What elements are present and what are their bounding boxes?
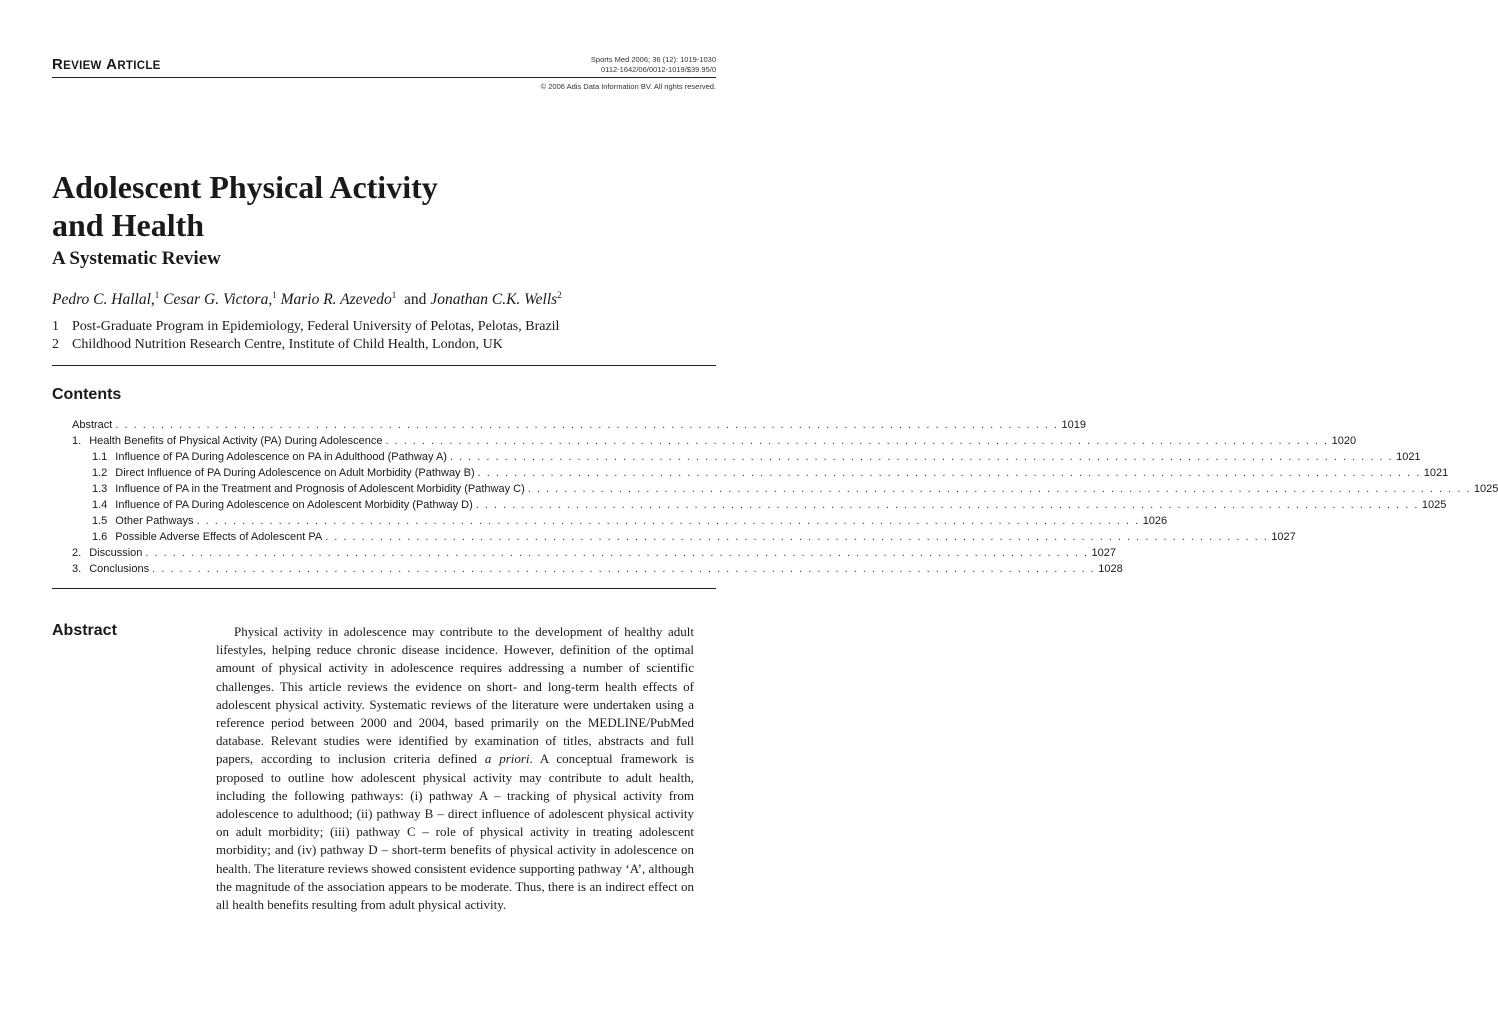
title-line: Adolescent Physical Activity (52, 169, 438, 205)
toc-entry-title: Discussion (89, 547, 143, 559)
affiliation-number: 1 (52, 319, 59, 334)
toc-entry[interactable] (72, 529, 1296, 545)
toc-entry-page: 1025 (1421, 499, 1447, 511)
title-line: and Health (52, 207, 205, 243)
toc-entry-number: 1.3 (92, 483, 108, 495)
author-list (52, 290, 562, 309)
contents-divider (52, 588, 716, 589)
affiliation-text: Post-Graduate Program in Epidemiology, Federal University of Pelotas, Pelotas, Brazil (72, 319, 560, 334)
toc-entry-page: 1026 (1142, 515, 1168, 527)
affiliation-divider (52, 365, 716, 366)
toc-entry-label (92, 449, 447, 465)
toc-entry-label (72, 561, 149, 577)
toc-entry-page: 1027 (1271, 531, 1296, 543)
toc-leader-dots: . . . . . . . . . . . . . . . . . . . . . . . . . . . . . . . . . . . . . . . . . . . . . . . . . . . . . . . . . . . . . . . . . . . . . . . . . . . . . . . . . . . . . . . . . . . . . . . . . . . . . . . . (145, 547, 1089, 559)
toc-entry-title: Conclusions (89, 563, 150, 575)
toc-entry-number: 1.4 (92, 499, 108, 511)
toc-leader-dots: . . . . . . . . . . . . . . . . . . . . . . . . . . . . . . . . . . . . . . . . . . . . . . . . . . . . . . . . . . . . . . . . . . . . . . . . . . . . . . . . . . . . . . . . . . . . . . . . . . . . . . . . (527, 483, 1471, 495)
toc-entry-title: Possible Adverse Effects of Adolescent PA (115, 531, 323, 543)
toc-entry-title: Health Benefits of Physical Activity (PA) During Adolescence (89, 435, 383, 447)
toc-entry-number: 1.2 (92, 467, 108, 479)
author-name: Cesar G. Victora, (163, 291, 273, 309)
toc-entry-label (72, 545, 142, 561)
section-label (52, 56, 161, 73)
header-divider (52, 77, 716, 78)
toc-leader-dots: . . . . . . . . . . . . . . . . . . . . . . . . . . . . . . . . . . . . . . . . . . . . . . . . . . . . . . . . . . . . . . . . . . . . . . . . . . . . . . . . . . . . . . . . . . . . . . . . . . . . . . . . (152, 563, 1096, 575)
author-name: Jonathan C.K. Wells (430, 291, 558, 309)
table-of-contents (72, 417, 1498, 577)
affiliation-number: 2 (52, 337, 59, 352)
toc-entry-page: 1027 (1091, 547, 1116, 559)
author-name: Mario R. Azevedo (280, 291, 392, 309)
toc-entry-title: Influence of PA During Adolescence on PA in Adulthood (Pathway A) (115, 451, 447, 463)
toc-entry[interactable] (72, 481, 1498, 497)
toc-entry-page: 1021 (1396, 451, 1421, 463)
toc-entry-title: Direct Influence of PA During Adolescence on Adult Morbidity (Pathway B) (115, 467, 475, 479)
toc-entry-title: Abstract (72, 419, 113, 431)
toc-entry-label (92, 465, 475, 481)
toc-leader-dots: . . . . . . . . . . . . . . . . . . . . . . . . . . . . . . . . . . . . . . . . . . . . . . . . . . . . . . . . . . . . . . . . . . . . . . . . . . . . . . . . . . . . . . . . . . . . . . . . . . . . . . . . (449, 451, 1394, 463)
toc-entry-label (92, 481, 525, 497)
author-name: Pedro C. Hallal, (52, 291, 155, 309)
toc-entry-page: 1025 (1473, 483, 1498, 495)
contents-heading: Contents (52, 386, 122, 403)
abstract-body: Physical activity in adolescence may contribute to the development of healthy adult lifestyles, helping reduce chronic disease incidence. However, definition of the optimal amount of physical activity in adolescence requires addressing a number of scientific challenges. This article reviews the evidence on short- and long-term health effects of adolescent physical activity. Systematic reviews of the literature were undertaken using a reference period between 2000 and 2004, based primarily on the MEDLINE/PubMed database. Relevant studies were identified by examination of titles, abstracts and full papers, according to inclusion criteria defined a priori. A conceptual framework is proposed to outline how adolescent physical activity may contribute to adult health, including the following pathways: (i) pathway A – tracking of physical activity from adolescence to adulthood; (ii) pathway B – direct influence of adolescent physical activity on adult morbidity; (iii) pathway C – role of physical activity in treating adolescent morbidity; and (iv) pathway D – short-term benefits of physical activity in adolescence on health. The literature reviews showed consistent evidence supporting pathway ‘A’, although the magnitude of the association appears to be moderate. Thus, there is an indirect effect on all health benefits resulting from adult physical activity. (216, 624, 694, 913)
toc-leader-dots: . . . . . . . . . . . . . . . . . . . . . . . . . . . . . . . . . . . . . . . . . . . . . . . . . . . . . . . . . . . . . . . . . . . . . . . . . . . . . . . . . . . . . . . . . . . . . . . . . . . . . . . . (196, 515, 1140, 527)
toc-entry[interactable] (72, 497, 1447, 513)
abstract-heading: Abstract (52, 622, 117, 639)
affiliation (52, 337, 503, 353)
citation-block (591, 55, 716, 74)
toc-entry[interactable] (72, 561, 1123, 577)
toc-entry-title: Other Pathways (115, 515, 194, 527)
toc-entry-label (72, 433, 382, 449)
toc-entry[interactable] (72, 449, 1421, 465)
affiliation (52, 319, 559, 335)
article-title (52, 168, 438, 244)
toc-entry-page: 1019 (1061, 419, 1086, 431)
toc-entry-number: 3. (72, 563, 82, 575)
toc-entry-page: 1020 (1331, 435, 1357, 447)
article-subtitle: A Systematic Review (52, 248, 221, 269)
author-conjunction: and (404, 291, 427, 309)
citation-line: Sports Med 2006; 36 (12): 1019-1030 (590, 55, 716, 64)
toc-entry-label (92, 513, 194, 529)
section-label-initial-a: A (106, 56, 118, 73)
toc-leader-dots: . . . . . . . . . . . . . . . . . . . . . . . . . . . . . . . . . . . . . . . . . . . . . . . . . . . . . . . . . . . . . . . . . . . . . . . . . . . . . . . . . . . . . . . . . . . . . . . . . . . . . . . . (385, 435, 1329, 447)
toc-entry[interactable] (72, 417, 1086, 433)
affiliation-text: Childhood Nutrition Research Centre, Institute of Child Health, London, UK (72, 337, 503, 352)
toc-entry-page: 1021 (1423, 467, 1449, 479)
toc-entry-title: Influence of PA in the Treatment and Prognosis of Adolescent Morbidity (Pathway C) (115, 483, 525, 495)
toc-entry-page: 1028 (1098, 563, 1123, 575)
section-label-rest-rticle: RTICLE (117, 60, 161, 72)
toc-leader-dots: . . . . . . . . . . . . . . . . . . . . . . . . . . . . . . . . . . . . . . . . . . . . . . . . . . . . . . . . . . . . . . . . . . . . . . . . . . . . . . . . . . . . . . . . . . . . . . . . . . . . . . . . (477, 467, 1421, 479)
toc-leader-dots: . . . . . . . . . . . . . . . . . . . . . . . . . . . . . . . . . . . . . . . . . . . . . . . . . . . . . . . . . . . . . . . . . . . . . . . . . . . . . . . . . . . . . . . . . . . . . . . . . . . . . . . . (325, 531, 1269, 543)
toc-entry-number: 1. (72, 435, 82, 447)
toc-entry[interactable] (72, 513, 1168, 529)
author-affiliation-mark: 1 (154, 290, 160, 300)
copyright-notice: © 2006 Adis Data Information BV. All rights reserved. (540, 82, 716, 91)
toc-entry-number: 2. (72, 547, 82, 559)
toc-leader-dots: . . . . . . . . . . . . . . . . . . . . . . . . . . . . . . . . . . . . . . . . . . . . . . . . . . . . . . . . . . . . . . . . . . . . . . . . . . . . . . . . . . . . . . . . . . . . . . . . . . . . . . . . (475, 499, 1419, 511)
toc-entry[interactable] (72, 433, 1357, 449)
toc-entry-number: 1.6 (92, 531, 108, 543)
toc-entry[interactable] (72, 545, 1116, 561)
author-affiliation-mark: 1 (272, 290, 277, 300)
toc-entry-title: Influence of PA During Adolescence on Adolescent Morbidity (Pathway D) (115, 499, 473, 511)
toc-entry[interactable] (72, 465, 1449, 481)
author-affiliation-mark: 2 (557, 290, 562, 300)
toc-entry-label (92, 529, 322, 545)
citation-line: 0112-1642/06/0012-1019/$39.95/0 (601, 64, 716, 74)
section-label-initial-r: R (52, 56, 64, 73)
toc-entry-number: 1.1 (92, 451, 108, 463)
toc-leader-dots: . . . . . . . . . . . . . . . . . . . . . . . . . . . . . . . . . . . . . . . . . . . . . . . . . . . . . . . . . . . . . . . . . . . . . . . . . . . . . . . . . . . . . . . . . . . . . . . . . . . . . . . . (115, 419, 1059, 431)
section-label-rest-eview: EVIEW (63, 60, 102, 72)
author-affiliation-mark: 1 (391, 290, 397, 300)
toc-entry-label (92, 497, 473, 513)
toc-entry-label (72, 417, 112, 433)
toc-entry-number: 1.5 (92, 515, 108, 527)
